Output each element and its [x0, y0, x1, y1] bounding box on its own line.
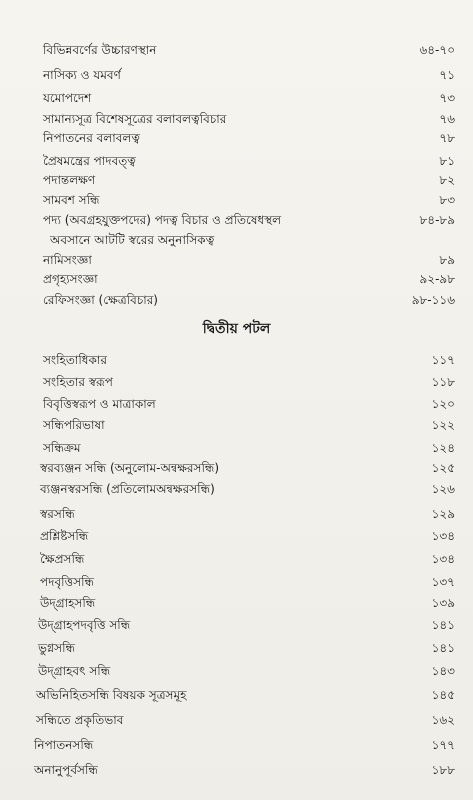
- toc-entry-title: বিবৃত্তিস্বরূপ ও মাত্রাকাল: [43, 397, 156, 411]
- toc-entry-page: ৭৮: [439, 131, 455, 145]
- toc-entry-page: ১২২: [431, 418, 455, 432]
- toc-entry-title: উদ্‌গ্রাহসন্ধি: [40, 596, 96, 610]
- toc-entry-page: ১৩৯: [431, 596, 455, 610]
- toc-entry-page: ১৮৮: [431, 763, 455, 777]
- toc-entry-title: সামবশ সন্ধি: [43, 193, 100, 207]
- toc-entry: [0, 595, 473, 615]
- toc-entry: [0, 271, 473, 291]
- toc-entry: [0, 396, 473, 416]
- toc-entry: [0, 417, 473, 437]
- toc-entry-page: ১৪৩: [431, 664, 455, 678]
- toc-entry-title: অভিনিহিতসন্ধি বিষয়ক সূত্রসমূহ: [36, 688, 187, 702]
- toc-entry-title: সংহিতাধিকার: [43, 353, 107, 367]
- toc-entry-page: ১৩৪: [431, 529, 455, 543]
- toc-entry-title: সন্ধিক্রম: [43, 441, 81, 455]
- toc-entry-title: যমোপদেশ: [43, 91, 92, 105]
- toc-entry-title: প্রগৃহ্যসংজ্ঞা: [43, 272, 98, 286]
- toc-entry: [0, 130, 473, 150]
- toc-entry-title: সংহিতার স্বরূপ: [43, 375, 113, 389]
- toc-entry-page: ৯২-৯৮: [419, 272, 455, 286]
- toc-entry: [0, 663, 473, 683]
- toc-entry-title: পদ্য (অবগ্রহযুক্তপদের) পদত্ব বিচার ও প্রতিষেধস্থল: [43, 213, 282, 227]
- toc-entry: [0, 192, 473, 212]
- toc-entry-page: ১২৯: [431, 507, 455, 521]
- toc-entry: [0, 292, 473, 312]
- toc-entry-title: সন্ধিতে প্রকৃতিভাব: [36, 713, 124, 727]
- toc-entry: [0, 551, 473, 571]
- toc-entry-page: ১২৬: [431, 482, 455, 496]
- toc-entry-page: ১৪১: [431, 641, 455, 655]
- toc-entry: [0, 617, 473, 637]
- toc-entry: [0, 440, 473, 460]
- toc-entry-page: ৬৪-৭০: [419, 43, 455, 57]
- toc-entry: [0, 712, 473, 732]
- toc-entry: [0, 374, 473, 394]
- toc-entry: [0, 640, 473, 660]
- toc-entry: [0, 506, 473, 526]
- toc-entry: [0, 42, 473, 62]
- toc-entry-title: প্রৈষমন্ত্রের পাদবত্ত্ব: [43, 154, 136, 168]
- toc-entry-page: ১৪৫: [431, 688, 455, 702]
- toc-entry-page: ৮২: [439, 173, 455, 187]
- toc-entry-page: ১২৫: [431, 461, 455, 475]
- toc-entry: [0, 212, 473, 232]
- toc-entry: [0, 687, 473, 707]
- toc-entry-page: ১২৪: [431, 441, 455, 455]
- toc-entry-title: পদান্তলক্ষণ: [43, 173, 96, 187]
- toc-entry-title: ব্যঞ্জনস্বরসন্ধি (প্রতিলোমঅন্বক্ষরসন্ধি): [40, 482, 215, 496]
- toc-entry-page: ১৪১: [431, 618, 455, 632]
- toc-entry-page: ১১৮: [431, 375, 455, 389]
- toc-entry-page: ১৭৭: [431, 738, 455, 752]
- section-heading: দ্বিতীয় পটল: [202, 321, 271, 337]
- toc-entry-page: ৭১: [439, 68, 455, 82]
- toc-entry: [0, 153, 473, 173]
- toc-entry-title: ক্ষৈপ্রসন্ধি: [40, 552, 85, 566]
- toc-entry: [0, 111, 473, 131]
- toc-entry-page: ৮৪-৮৯: [419, 213, 455, 227]
- toc-entry: [0, 762, 473, 782]
- toc-entry-page: ৭৩: [439, 91, 455, 105]
- toc-entry-page: ১৩৪: [431, 552, 455, 566]
- toc-entry: [0, 352, 473, 372]
- toc-entry: [0, 252, 473, 272]
- toc-entry: [0, 90, 473, 110]
- toc-entry-title: নিপাতনের বলাবলত্ব: [43, 131, 140, 145]
- toc-entry-page: ১২০: [431, 397, 455, 411]
- toc-entry-page: ১১৭: [431, 353, 455, 367]
- toc-entry: [0, 481, 473, 501]
- toc-entry: [0, 172, 473, 192]
- toc-entry-title: বিভিন্নবর্ণের উচ্চারণস্থান: [43, 43, 157, 57]
- toc-entry-title: সন্ধিপরিভাষা: [43, 418, 105, 432]
- toc-entry-page: ১৩৭: [431, 575, 455, 589]
- toc-entry-page: ৮৩: [439, 193, 455, 207]
- toc-entry: [0, 528, 473, 548]
- toc-entry-page: ৮৯: [439, 253, 455, 267]
- toc-entry-title: পদবৃত্তিসন্ধি: [40, 575, 95, 589]
- toc-entry-page: ৮১: [439, 154, 455, 168]
- toc-entry-page: ৭৬: [439, 112, 455, 126]
- toc-entry-title: অনানুপূর্বসন্ধি: [34, 763, 98, 777]
- toc-entry-title: নাসিক্য ও যমবর্ণ: [43, 68, 121, 82]
- toc-entry-title: ভুগ্নসন্ধি: [38, 641, 76, 655]
- toc-entry-title: প্রশ্লিষ্টসন্ধি: [40, 529, 89, 543]
- toc-entry-title: উদ্‌গ্রাহবৎ সন্ধি: [38, 664, 111, 678]
- toc-entry-title: স্বরসন্ধি: [40, 507, 75, 521]
- toc-entry-title: উদ্‌গ্রাহপদবৃত্তি সন্ধি: [38, 618, 131, 632]
- toc-entry: [0, 574, 473, 594]
- toc-entry-page: ১৬২: [431, 713, 455, 727]
- toc-entry-title: রেফিসংজ্ঞা (ক্ষেত্রবিচার): [43, 293, 158, 307]
- toc-entry-title: নিপাতনসন্ধি: [34, 738, 94, 752]
- toc-entry-title: স্বরব্যঞ্জন সন্ধি (অনুলোম-অন্বক্ষরসন্ধি): [40, 461, 220, 475]
- toc-entry: [0, 460, 473, 480]
- toc-entry-title: অবসানে আটটি স্বরের অনুনাসিকত্ব: [50, 233, 215, 247]
- toc-entry-title: নামিসংজ্ঞা: [43, 253, 92, 267]
- toc-entry-title: সামান্যসূত্র বিশেষসূত্রের বলাবলত্ববিচার: [43, 112, 227, 126]
- toc-entry: [0, 737, 473, 757]
- toc-entry: [0, 232, 473, 252]
- toc-entry: [0, 67, 473, 87]
- toc-entry-page: ৯৮-১১৬: [411, 293, 455, 307]
